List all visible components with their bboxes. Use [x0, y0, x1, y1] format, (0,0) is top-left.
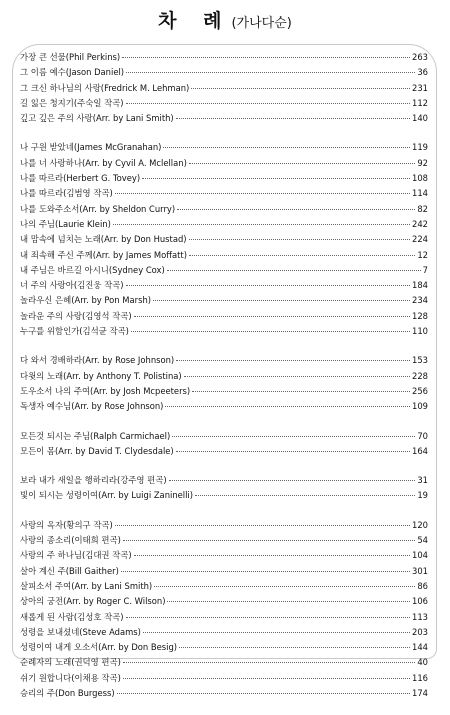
toc-entry-title: 독생자 예수님(Arr. by Rose Johnson) [20, 401, 164, 412]
toc-entry-page: 113 [412, 611, 428, 622]
toc-entry-title: 승리의 주(Don Burgess) [20, 687, 115, 698]
toc-entry-title: 놀라운 주의 사랑(김영석 작곡) [20, 310, 132, 321]
dot-leader [176, 118, 410, 119]
dot-leader [167, 270, 421, 271]
toc-entry-title: 가장 큰 선물(Phil Perkins) [20, 52, 121, 62]
toc-entry-page: 231 [412, 82, 428, 93]
toc-entry-title: 나를 도와주소서(Arr. by Sheldon Curry) [20, 203, 176, 214]
toc-entry [20, 429, 428, 444]
toc-entry [20, 202, 428, 217]
toc-entry [20, 248, 428, 263]
toc-entry [20, 293, 428, 308]
dot-leader [191, 88, 410, 89]
toc-entry-title: 사랑의 주 하나님(김대권 작곡) [20, 550, 132, 561]
toc-entry-title: 나의 주님(Laurie Klein) [20, 218, 111, 229]
toc-entry-title: 성령이여 내게 오소서(Arr. by Don Besig) [20, 642, 178, 653]
dot-leader [177, 209, 415, 210]
toc-entry-page: 70 [417, 430, 428, 441]
toc-entry-title: 순례자의 노래(권덕영 편곡) [20, 657, 121, 668]
page-title [0, 6, 450, 33]
toc-entry [20, 324, 428, 339]
toc-entry [20, 488, 428, 503]
toc-entry-page: 256 [412, 385, 428, 396]
dot-leader [192, 391, 410, 392]
dot-leader [117, 693, 410, 694]
toc-entry-page: 109 [412, 401, 428, 412]
toc-entry-page: 7 [422, 264, 428, 275]
dot-leader [115, 525, 410, 526]
toc-entry [20, 473, 428, 488]
toc-entry-page: 228 [412, 370, 428, 381]
toc-entry [20, 399, 428, 414]
toc-entry-page: 106 [412, 596, 428, 607]
dot-leader [134, 316, 410, 317]
toc-entry [20, 655, 428, 670]
toc-entry-title: 모든이 몸(Arr. by David T. Clydesdale) [20, 445, 174, 456]
toc-entry-title: 사랑의 종소리(이태희 편곡) [20, 535, 121, 546]
toc-entry-page: 119 [412, 142, 428, 153]
toc-entry-page: 86 [417, 580, 428, 591]
dot-leader [163, 147, 410, 148]
toc-entry-title: 너 주의 사랑아(김진웅 작곡) [20, 280, 124, 291]
dot-leader [143, 632, 410, 633]
toc-entry-title: 내 죄속해 주신 주께(Arr. by James Moffatt) [20, 249, 187, 260]
toc-entry-page: 242 [412, 218, 428, 229]
dot-leader [126, 72, 415, 73]
toc-entry [20, 81, 428, 96]
toc-entry [20, 353, 428, 368]
toc-entry [20, 625, 428, 640]
toc-entry [20, 140, 428, 155]
toc-entry-page: 263 [412, 52, 428, 62]
toc-entry-page: 110 [412, 326, 428, 337]
toc-group [20, 518, 428, 702]
dot-leader [126, 285, 410, 286]
toc-entry-title: 도우소서 나의 주여(Arr. by Josh Mcpeeters) [20, 385, 191, 396]
toc-entry-title: 나를 따르라(김범영 작곡) [20, 188, 113, 199]
toc-entry-page: 140 [412, 113, 428, 124]
dot-leader [165, 406, 410, 407]
toc-entry-page: 224 [412, 234, 428, 245]
toc-entry-page: 116 [412, 672, 428, 683]
toc-entry-page: 164 [412, 445, 428, 456]
toc-entry-title: 놀라우신 은혜(Arr. by Pon Marsh) [20, 295, 152, 306]
toc-entry-page: 19 [417, 490, 428, 501]
dot-leader [179, 647, 410, 648]
toc-entry [20, 65, 428, 80]
toc-group [20, 429, 428, 460]
dot-leader [123, 540, 415, 541]
dot-leader [167, 601, 410, 602]
dot-leader [189, 255, 415, 256]
toc-entry-title: 그 이름 예수(Jason Daniel) [20, 67, 125, 78]
toc-entry [20, 50, 428, 65]
toc-entry [20, 263, 428, 278]
dot-leader [126, 617, 410, 618]
dot-leader [131, 331, 410, 332]
toc-entry-title: 길 잃은 청지기(주숙일 작곡) [20, 97, 124, 108]
toc-entry [20, 610, 428, 625]
toc-entry [20, 640, 428, 655]
toc-entry-page: 12 [417, 249, 428, 260]
dot-leader [126, 103, 410, 104]
toc-entry-page: 82 [417, 203, 428, 214]
toc-entry-title: 살피소서 주여(Arr. by Lani Smith) [20, 580, 153, 591]
toc-entry-page: 36 [417, 67, 428, 78]
toc-entry [20, 171, 428, 186]
dot-leader [176, 360, 410, 361]
dot-leader [115, 193, 410, 194]
toc-entry [20, 548, 428, 563]
toc-entry [20, 671, 428, 686]
toc-entry-title: 빛이 되시는 성령이여(Arr. by Luigi Zaninelli) [20, 490, 194, 501]
toc-entry [20, 309, 428, 324]
toc-entry [20, 384, 428, 399]
toc-group [20, 473, 428, 504]
toc-entry-title: 살아 계신 주(Bill Gaither) [20, 565, 119, 576]
toc-entry-page: 114 [412, 188, 428, 199]
toc-entry-title: 상아의 궁전(Arr. by Roger C. Wilson) [20, 596, 166, 607]
title-text: 차 례 [158, 10, 232, 32]
toc-entry [20, 156, 428, 171]
toc-entry-title: 새롭게 된 사람(김성호 작곡) [20, 611, 124, 622]
dot-leader [189, 163, 415, 164]
toc-entry-page: 301 [412, 565, 428, 576]
toc-entry [20, 579, 428, 594]
dot-leader [153, 300, 410, 301]
dot-leader [184, 376, 410, 377]
toc-entry-title: 보라 내가 새일을 행하리라(강주영 편곡) [20, 475, 167, 486]
dot-leader [142, 178, 410, 179]
dot-leader [123, 662, 415, 663]
toc-entry-title: 나를 너 사랑하나(Arr. by Cyvil A. Mclellan) [20, 157, 187, 168]
toc-entry-title: 모든것 되시는 주님(Ralph Carmichael) [20, 430, 171, 441]
dot-leader [189, 239, 410, 240]
toc-entry-title: 누구를 위함인가(김석균 작곡) [20, 326, 129, 337]
table-of-contents [20, 50, 428, 715]
toc-entry-page: 104 [412, 550, 428, 561]
dot-leader [121, 571, 410, 572]
toc-entry [20, 518, 428, 533]
title-subtitle: (가나다순) [231, 16, 292, 31]
dot-leader [169, 480, 416, 481]
toc-entry-title: 나를 따르라(Herbert G. Tovey) [20, 173, 141, 184]
toc-entry-page: 112 [412, 97, 428, 108]
toc-entry-title: 쉬기 원합니다(이채용 작곡) [20, 672, 121, 683]
toc-entry [20, 217, 428, 232]
toc-group [20, 50, 428, 126]
dot-leader [172, 436, 415, 437]
toc-entry-title: 성령을 보내셨네(Steve Adams) [20, 626, 141, 637]
toc-group [20, 140, 428, 339]
dot-leader [123, 678, 410, 679]
toc-entry-title: 내 주님은 바르길 아시니(Sydney Cox) [20, 264, 165, 275]
dot-leader [176, 451, 410, 452]
toc-entry-title: 깊고 깊은 주의 사랑(Arr. by Lani Smith) [20, 113, 174, 124]
toc-entry-page: 108 [412, 173, 428, 184]
dot-leader [134, 555, 410, 556]
toc-entry [20, 369, 428, 384]
toc-entry [20, 564, 428, 579]
toc-entry-title: 사랑의 옥자(황의구 작곡) [20, 519, 113, 530]
toc-entry-page: 184 [412, 280, 428, 291]
toc-entry-page: 54 [417, 535, 428, 546]
toc-entry-title: 다윗의 노래(Arr. by Anthony T. Polistina) [20, 370, 182, 381]
toc-entry [20, 594, 428, 609]
toc-entry [20, 686, 428, 701]
toc-entry [20, 96, 428, 111]
dot-leader [113, 224, 410, 225]
toc-entry [20, 232, 428, 247]
toc-entry-title: 그 크신 하나님의 사랑(Fredrick M. Lehman) [20, 82, 190, 93]
toc-group [20, 353, 428, 414]
toc-entry [20, 186, 428, 201]
toc-entry [20, 111, 428, 126]
toc-entry-page: 92 [417, 157, 428, 168]
toc-entry-page: 40 [417, 657, 428, 668]
toc-entry-page: 128 [412, 310, 428, 321]
toc-entry [20, 533, 428, 548]
toc-entry [20, 444, 428, 459]
toc-entry [20, 278, 428, 293]
dot-leader [154, 586, 415, 587]
toc-entry-title: 내 맘속에 넘치는 노래(Arr. by Don Hustad) [20, 234, 187, 245]
toc-entry-page: 153 [412, 355, 428, 366]
dot-leader [195, 495, 415, 496]
toc-entry-page: 120 [412, 519, 428, 530]
toc-entry-page: 144 [412, 642, 428, 653]
toc-entry-page: 234 [412, 295, 428, 306]
toc-entry-page: 31 [417, 475, 428, 486]
toc-entry-page: 174 [412, 687, 428, 698]
toc-entry-title: 나 구원 받았네(James McGranahan) [20, 142, 162, 153]
dot-leader [122, 57, 410, 58]
toc-entry-title: 다 와서 경배하라(Arr. by Rose Johnson) [20, 355, 175, 366]
toc-entry-page: 203 [412, 626, 428, 637]
